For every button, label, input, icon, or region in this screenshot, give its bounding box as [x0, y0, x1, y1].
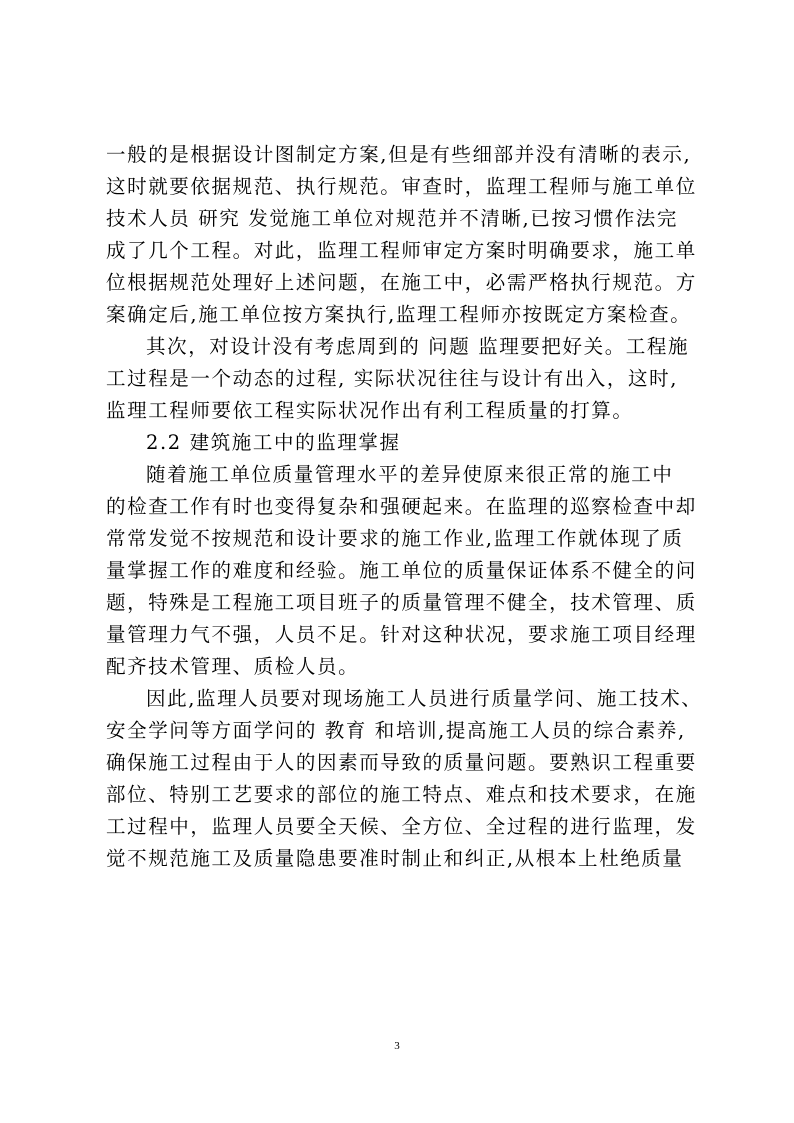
text-line: 觉不规范施工及质量隐患要准时制止和纠正,从根本上杜绝质量 — [106, 847, 684, 870]
text-line: 配齐技术管理、质检人员。 — [106, 655, 360, 678]
text-line: 成了几个工程。对此，监理工程师审定方案时明确要求，施工单 — [106, 239, 697, 262]
text-line: 监理工程师要依工程实际状况作出有利工程质量的打算。 — [106, 399, 634, 422]
text-line: 一般的是根据设计图制定方案,但是有些细部并没有清晰的表示, — [106, 143, 692, 166]
page-number: 3 — [394, 1040, 400, 1052]
text-line: 安全学问等方面学问的 教育 和培训,提高施工人员的综合素养, — [106, 719, 686, 742]
text-line: 常常发觉不按规范和设计要求的施工作业,监理工作就体现了质 — [106, 527, 684, 550]
text-line: 2.2 建筑施工中的监理掌握 — [146, 431, 401, 454]
text-line: 量管理力气不强，人员不足。针对这种状况，要求施工项目经理 — [106, 623, 697, 646]
text-line: 确保施工过程由于人的因素而导致的质量问题。要熟识工程重要 — [106, 751, 697, 774]
text-line: 随着施工单位质量管理水平的差异使原来很正常的施工中 — [146, 463, 674, 486]
text-line: 其次，对设计没有考虑周到的 问题 监理要把好关。工程施 — [146, 335, 690, 358]
text-line: 的检查工作有时也变得复杂和强硬起来。在监理的巡察检查中却 — [106, 495, 697, 518]
text-line: 案确定后,施工单位按方案执行,监理工程师亦按既定方案检查。 — [106, 303, 692, 326]
text-line: 部位、特别工艺要求的部位的施工特点、难点和技术要求，在施 — [106, 783, 697, 806]
text-line: 技术人员 研究 发觉施工单位对规范并不清晰,已按习惯作法完 — [106, 207, 678, 230]
text-line: 工过程是一个动态的过程, 实际状况往往与设计有出入，这时, — [106, 367, 678, 390]
text-line: 工过程中，监理人员要全天候、全方位、全过程的进行监理，发 — [106, 815, 697, 838]
text-line: 因此,监理人员要对现场施工人员进行质量学问、施工技术、 — [146, 687, 703, 710]
text-line: 位根据规范处理好上述问题，在施工中，必需严格执行规范。方 — [106, 271, 697, 294]
text-line: 这时就要依据规范、执行规范。审查时，监理工程师与施工单位 — [106, 175, 697, 198]
body-text — [106, 139, 706, 875]
text-line: 题，特殊是工程施工项目班子的质量管理不健全，技术管理、质 — [106, 591, 697, 614]
text-line: 量掌握工作的难度和经验。施工单位的质量保证体系不健全的问 — [106, 559, 697, 582]
